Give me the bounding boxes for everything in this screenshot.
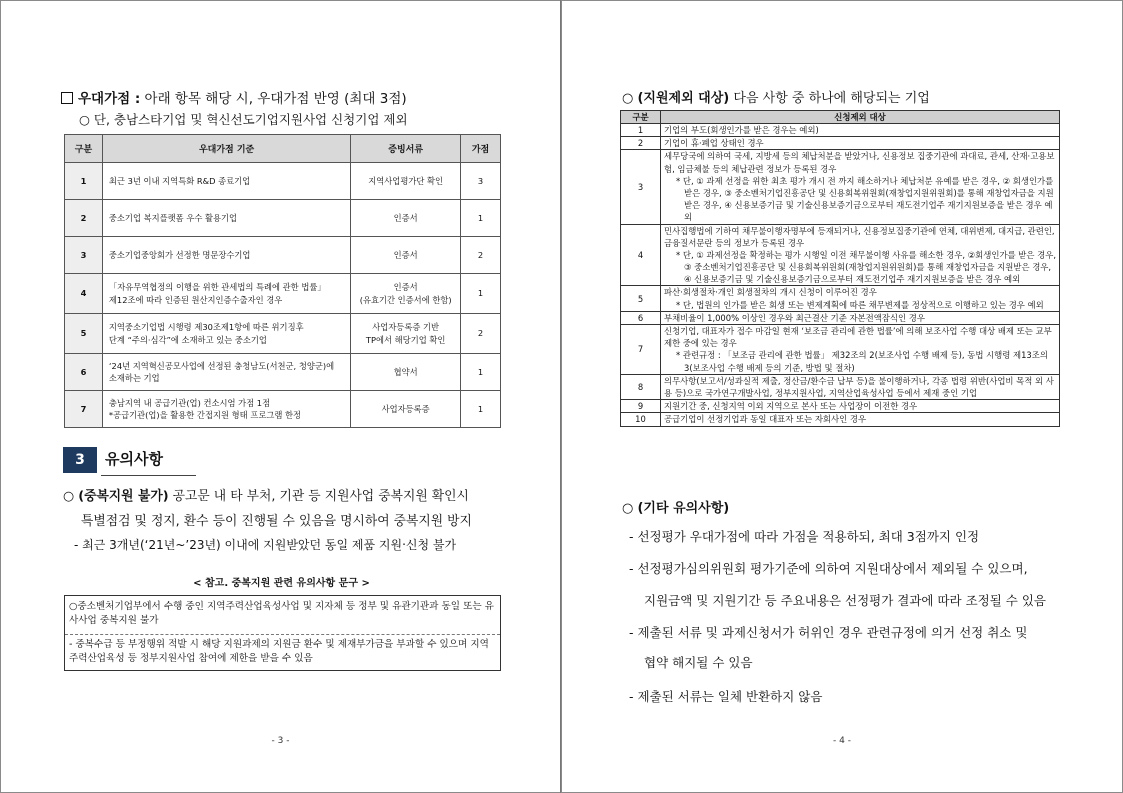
table-row [621,137,1060,150]
criterion-line-1: 「자유무역협정의 이행을 위한 관세법의 특례에 관한 법률」 [108,282,326,293]
exclusion-main-text: 세무당국에 의하여 국세, 지방세 등의 체납처분을 받았거나, 신용정보 집중기관에 과대료, 관세, 산재‧고용보험, 임금체불 등의 체납관련 정보가 등록된 경우 [664,151,1055,174]
exclusion-main-text: 민사집행법에 기하여 채무불이행자명부에 등재되거나, 신용정보집중기관에 연체, 대위변제, 대지급, 관련인, 금융질서문란 등의 정보가 등록된 경우 [664,225,1055,248]
evidence-line-1: 인증서 [393,282,418,293]
row-number: 3 [65,237,103,274]
reference-box [64,595,501,671]
reference-item-2: - 중복수급 등 부정행위 적발 시 해당 지원과제의 지원금 환수 및 제재부가금을 부과할 수 있으며 지역주력산업육성 등 정부지원사업 참여에 제한을 받을 수 있음 [69,639,489,665]
exclusion-row-number: 4 [621,224,661,286]
exclusion-table [620,110,1060,427]
row-number: 5 [65,314,103,354]
criterion-line-2: 제12조에 따라 인증된 원산지인증수출자인 경우 [108,294,283,305]
exclusion-heading-text: 다음 사항 중 하나에 해당되는 기업 [729,91,930,106]
table-row [621,374,1060,399]
exclusion-heading-prefix: ○ [622,91,638,106]
duplicate-support-line: ○ (중복지원 불가) 공고문 내 타 부처, 기관 등 지원사업 중복지원 확인시 [63,489,469,504]
exclusion-row-text [661,325,1060,375]
row-number: 4 [65,274,103,314]
exclusion-note-text: * 단, ① 과제선정을 확정하는 평가 시행일 이전 채무불이행 사유를 해소한 경우, ②회생인가를 받은 경우, ③ 중소벤처기업진흥공단 및 신용회복위원회(재창업지원위원회)를 통해 재창업자금을 지원받은 경우, ④ 신용보증기금 및 기술신용보증기금으로부터 재도전기업주 재기지원보증을 받은 경우 예외 [676,249,1056,285]
exclusion-note-text: * 단, ① 과제 선정을 위한 최초 평가 개시 전 까지 해소하거나 체납처분 유예를 받은 경우, ② 회생인가를 받은 경우, ③ 중소벤처기업진흥공단 및 신용회복위원회(재창업지원위원회)를 통해 재창업자금을 지원받은 경우, ④ 신용보증기금 및 기술신용보증기금으로부터 재도전기업주 재기지원보증을 받은 경우 예외 [676,175,1054,223]
etc-line: - 선정평가심의위원회 평가기준에 의하여 지원대상에서 제외될 수 있으며, [629,561,1028,576]
exclusion-main-text: 파산‧회생절차‧개인 회생절차의 개시 신청이 이루어진 경우 [664,287,877,298]
preference-table [64,134,501,428]
row-number: 1 [65,163,103,200]
evidence-line-2: TP에서 해당기업 확인 [365,334,446,345]
exclusion-row-number: 5 [621,286,661,311]
row-points: 1 [461,391,501,428]
exclusion-row-number: 2 [621,137,661,150]
table-row [621,325,1060,375]
table-row [65,274,501,314]
criterion-line-1: 지역중소기업법 시행령 제30조제1항에 따른 위기징후 [108,322,304,333]
section-underline [101,475,196,476]
table-row [621,224,1060,286]
exclusion-main-text: 의무사항(보고서/성과실적 제출, 정산금/환수금 납부 등)을 불이행하거나, 각종 법령 위반(사업비 목적 외 사용 등)으로 국가연구개발사업, 정부지원사업, 지역산업육성사업 등에서 제재 중인 기업 [664,375,1054,398]
page-number-3: - 3 - [271,736,290,746]
exclusion-header-no: 구분 [621,111,661,124]
etc-heading-bold: (기타 유의사항) [637,501,730,516]
row-evidence [351,391,461,428]
evidence-line-1: 인증서 [393,249,418,260]
header-points: 가점 [461,135,501,163]
page-3 [0,0,561,793]
row-criterion [102,237,350,274]
exclusion-main-text: 지원기간 중, 신청지역 이외 지역으로 본사 또는 사업장이 이전한 경우 [664,401,918,412]
row-number: 7 [65,391,103,428]
exclusion-row-text [661,374,1060,399]
square-bullet-icon [61,92,73,104]
criterion-line-2: 단계 “주의‧심각”에 소재하고 있는 중소기업 [108,334,267,345]
row-evidence [351,354,461,391]
evidence-line-2: (유효기간 인증서에 한함) [359,294,452,305]
exclusion-header-target: 신청제외 대상 [661,111,1060,124]
exclusion-row-number: 7 [621,325,661,375]
row-points: 3 [461,163,501,200]
row-points: 2 [461,314,501,354]
etc-heading [622,497,729,516]
evidence-line-1: 사업자등록증 [381,403,430,414]
criterion-line-1: ‘24년 지역혁신공모사업에 선정된 충청남도(서천군, 청양군)에 [108,360,335,371]
row-criterion [102,391,350,428]
table-row [621,124,1060,137]
evidence-line-1: 협약서 [393,366,418,377]
exclusion-row-text [661,137,1060,150]
table-row [621,311,1060,324]
criterion-line-1: 중소기업 복지플랫폼 우수 활용기업 [108,212,238,223]
table-row [65,163,501,200]
table-row [65,237,501,274]
criterion-line-1: 충남지역 내 공급기관(업) 컨소시엄 가점 1점 [108,397,271,408]
exclusion-main-text: 기업이 휴‧폐업 상태인 경우 [664,138,764,149]
duplicate-support-line-2: 특별점검 및 정지, 환수 등이 진행될 수 있음을 명시하여 중복지원 방지 [81,514,472,529]
row-points: 1 [461,354,501,391]
exclusion-row-number: 3 [621,150,661,224]
exclusion-row-text [661,224,1060,286]
exclusion-row-text [661,413,1060,426]
page-number-4: - 4 - [833,736,851,746]
exclusion-note-text: * 관련규정 : 「보조금 관리에 관한 법률」 제32조의 2(보조사업 수행 배제 등), 동법 시행령 제13조의3(보조사업 수행 배제 등의 기준, 방법 및 절차) [676,350,1048,373]
reference-item-1: ○중소벤처기업부에서 수행 중인 지역주력산업육성사업 및 지자체 등 정부 및 유관기관과 동일 또는 유사사업 중복지원 불가 [69,601,494,627]
table-row [65,314,501,354]
exclusion-row-number: 1 [621,124,661,137]
exclusion-row-number: 8 [621,374,661,399]
row-points: 1 [461,274,501,314]
header-criterion: 우대가점 기준 [102,135,350,163]
exclusion-note-text: * 단, 법원의 인가를 받은 회생 또는 변제계획에 따른 채무변제를 정상적으로 이행하고 있는 경우 예외 [676,299,1044,310]
header-evidence: 증빙서류 [351,135,461,163]
row-criterion [102,163,350,200]
table-row [65,391,501,428]
exclusion-main-text: 공급기업이 선정기업과 동일 대표자 또는 자회사인 경우 [664,414,867,425]
section-number-badge: 3 [63,447,97,473]
exclusion-main-text: 신청기업, 대표자가 접수 마감일 현재 ‘보조금 관리에 관한 법률’에 의해 보조사업 수행 대상 배제 또는 교부 제한 중에 있는 경우 [664,326,1052,349]
evidence-line-1: 사업자등록증 기반 [372,322,440,333]
etc-line: 협약 해지될 수 있음 [644,655,753,670]
duplicate-support-line-3: - 최근 3개년(‘21년~’23년) 이내에 지원받았던 동일 제품 지원‧신청 불가 [74,538,457,552]
etc-line: - 선정평가 우대가점에 따라 가점을 적용하되, 최대 3점까지 인정 [629,529,980,544]
row-evidence [351,237,461,274]
section-title: 유의사항 [105,450,163,468]
row-criterion [102,314,350,354]
exclusion-main-text: 기업의 부도(회생인가를 받은 경우는 예외) [664,125,819,135]
row-evidence [351,314,461,354]
exclusion-row-text [661,286,1060,311]
etc-line: 지원금액 및 지원기간 등 주요내용은 선정평가 결과에 따라 조정될 수 있음 [644,593,1046,608]
exclusion-row-text [661,124,1060,137]
table-row [65,200,501,237]
etc-heading-prefix: ○ [622,501,638,516]
row-evidence [351,274,461,314]
table-row [621,400,1060,413]
preference-heading-bold: 우대가점 : [78,91,141,107]
criterion-line-1: 중소기업중앙회가 선정한 명문장수기업 [108,249,251,260]
row-evidence [351,200,461,237]
exclusion-heading-bold: (지원제외 대상) [637,91,730,106]
exclusion-table-header [621,111,1060,124]
reference-title: < 참고. 중복지원 관련 유의사항 문구 > [193,578,370,589]
table-row [621,413,1060,426]
exclusion-main-text: 부채비율이 1,000% 이상인 경우와 최근결산 기준 자본전액잠식인 경우 [664,312,925,323]
exclusion-row-number: 10 [621,413,661,426]
criterion-line-2: *공급기관(업)을 활용한 간접지원 형태 프로그램 한정 [108,410,302,420]
duplicate-support-bold: (중복지원 불가) [78,489,169,504]
exclusion-row-text [661,400,1060,413]
exclusion-row-text [661,311,1060,324]
row-points: 1 [461,200,501,237]
reference-separator [65,634,500,635]
row-number: 2 [65,200,103,237]
table-row [65,354,501,391]
row-points: 2 [461,237,501,274]
row-criterion [102,274,350,314]
exclusion-row-text [661,150,1060,224]
preference-note: ○ 단, 충남스타기업 및 혁신선도기업지원사업 신청기업 제외 [79,112,408,127]
etc-line: - 제출된 서류는 일체 반환하지 않음 [629,689,823,704]
criterion-line-2: 소재하는 기업 [108,373,160,383]
row-criterion [102,354,350,391]
criterion-line-1: 최근 3년 이내 지역특화 R&D 종료기업 [108,175,251,186]
exclusion-row-number: 6 [621,311,661,324]
etc-line: - 제출된 서류 및 과제신청서가 허위인 경우 관련규정에 의거 선정 취소 및 [629,625,1028,640]
row-criterion [102,200,350,237]
row-evidence [351,163,461,200]
table-row [621,286,1060,311]
preference-heading [61,87,407,107]
row-number: 6 [65,354,103,391]
evidence-line-1: 인증서 [393,212,418,223]
header-no: 구분 [65,135,103,163]
exclusion-row-number: 9 [621,400,661,413]
preference-heading-text: 아래 항목 해당 시, 우대가점 반영 (최대 3점) [140,91,407,107]
preference-table-header [65,135,501,163]
page-4 [561,0,1123,793]
exclusion-heading [622,87,930,106]
duplicate-support-text: 공고문 내 타 부처, 기관 등 지원사업 중복지원 확인시 [168,489,469,504]
evidence-line-1: 지역사업평가단 확인 [368,175,444,186]
table-row [621,150,1060,224]
